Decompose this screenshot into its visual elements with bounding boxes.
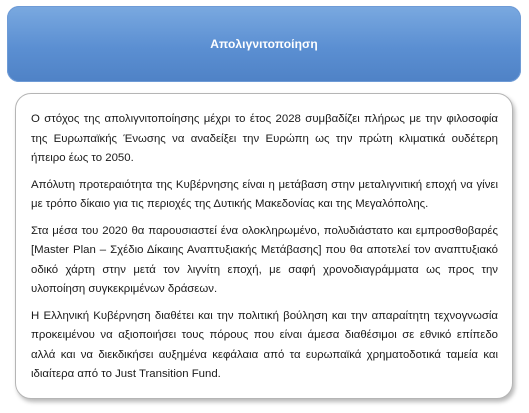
paragraph-priority: Απόλυτη προτεραιότητα της Κυβέρνησης είναι η μετάβαση στην μεταλιγνιτική εποχή να γίνει με τρόπο δίκαιο για τις περιοχές της Δυτικής Μακεδονίας και της Μεγαλόπολης. [31, 178, 498, 210]
content-panel [15, 93, 513, 399]
header-banner [7, 6, 521, 82]
paragraph-goal: Ο στόχος της απολιγνιτοποίησης μέχρι το έτος 2028 συμβαδίζει πλήρως με την φιλοσοφία της Ευρωπαϊκής Ένωσης να αναδείξει την Ευρώπη ως την πρώτη κλιματικά ουδέτερη ήπειρο έως το 2050. [31, 113, 498, 164]
paragraph-government: Η Ελληνική Κυβέρνηση διαθέτει και την πολιτική βούληση και την απαραίτητη τεχνογνωσία προκειμένου να αξιοποιήσει τους πόρους που είναι άμεσα διαθέσιμοι σε εθνικό επίπεδο αλλά και να διεκδικήσει αυξημένα κεφάλαια από τα ευρωπαϊκά χρηματοδοτικά ταμεία και ιδιαίτερα από το Just Transition Fund. [31, 309, 498, 380]
page-title: Απολιγνιτοποίηση [210, 37, 318, 51]
paragraph-master-plan: Στα μέσα του 2020 θα παρουσιαστεί ένα ολοκληρωμένο, πολυδιάστατο και εμπροσθοβαρές [Master Plan – Σχέδιο Δίκαιης Αναπτυξιακής Μετάβασης] που θα αποτελεί τον αναπτυξιακό οδικό χάρτη στην μετά τον λιγνίτη εποχή, με σαφή χρονοδιαγράμματα ως προς την υλοποίηση συγκεκριμένων δράσεων. [31, 224, 498, 295]
